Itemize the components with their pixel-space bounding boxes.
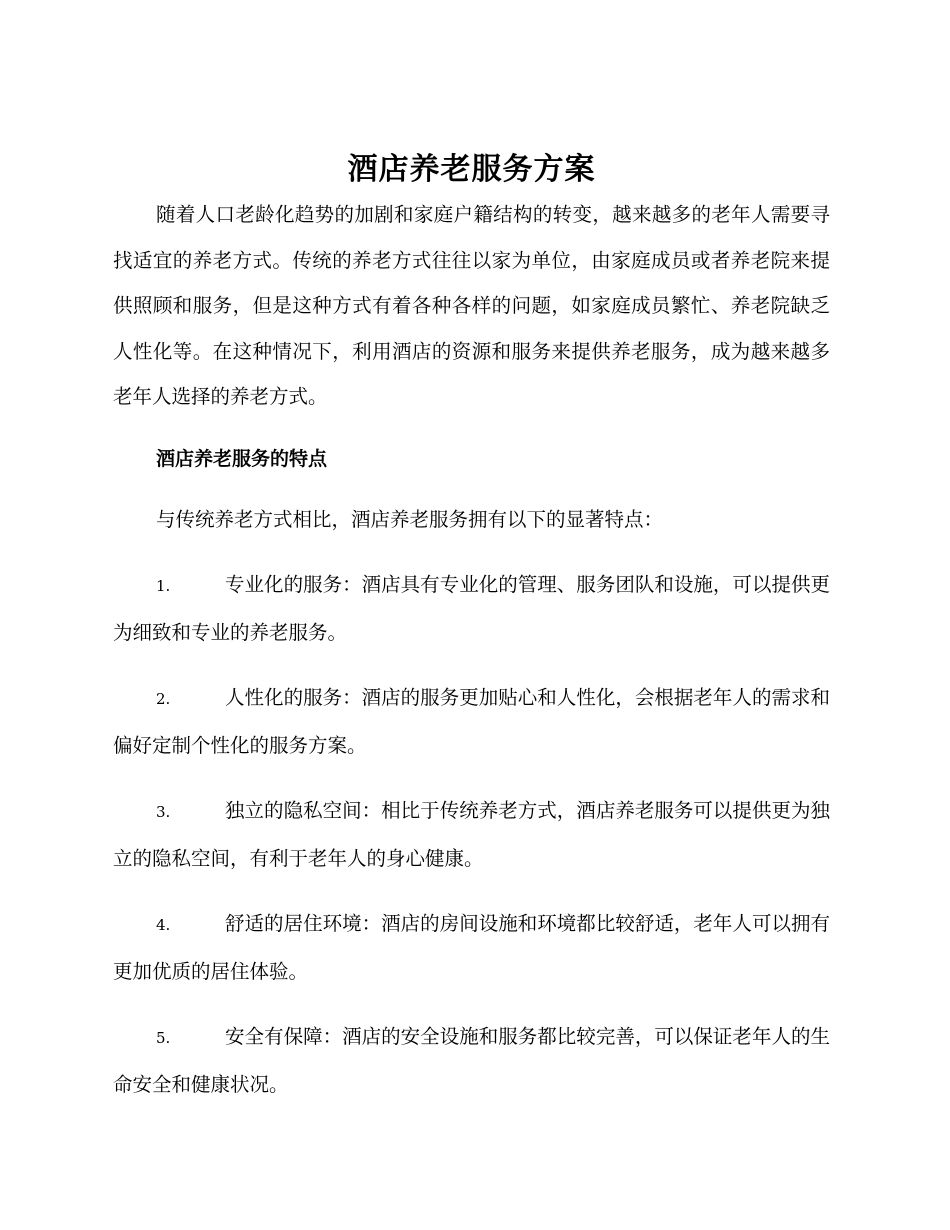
intro-paragraph: 随着人口老龄化趋势的加剧和家庭户籍结构的转变，越来越多的老年人需要寻找适宜的养老方式。传统的养老方式往往以家为单位，由家庭成员或者养老院来提供照顾和服务，但是这种方式有着各种各样的问题，如家庭成员繁忙、养老院缺乏人性化等。在这种情况下，利用酒店的资源和服务来提供养老服务，成为越来越多老年人选择的养老方式。 <box>113 203 830 408</box>
list-item <box>113 675 830 768</box>
list-item-number: 1. <box>156 577 171 595</box>
list-item-text: 独立的隐私空间：相比于传统养老方式，酒店养老服务可以提供更为独立的隐私空间，有利于老年人的身心健康。 <box>113 799 830 870</box>
list-item <box>113 788 830 881</box>
document-title: 酒店养老服务方案 <box>347 152 596 187</box>
list-item-number: 5. <box>156 1029 171 1047</box>
list-item-number: 4. <box>156 916 171 934</box>
list-item-number: 2. <box>156 690 171 708</box>
list-item-text: 安全有保障：酒店的安全设施和服务都比较完善，可以保证老年人的生命安全和健康状况。 <box>113 1025 830 1096</box>
list-item-text: 专业化的服务：酒店具有专业化的管理、服务团队和设施，可以提供更为细致和专业的养老服务。 <box>113 573 830 644</box>
list-item-text: 舒适的居住环境：酒店的房间设施和环境都比较舒适，老年人可以拥有更加优质的居住体验。 <box>113 912 830 983</box>
list-item <box>113 901 830 994</box>
list-item-number: 3. <box>156 803 171 821</box>
list-item-text: 人性化的服务：酒店的服务更加贴心和人性化，会根据老年人的需求和偏好定制个性化的服务方案。 <box>113 686 830 757</box>
section-heading: 酒店养老服务的特点 <box>156 447 328 470</box>
list-item <box>113 562 830 655</box>
section-lead-paragraph: 与传统养老方式相比，酒店养老服务拥有以下的显著特点： <box>156 507 664 531</box>
list-item <box>113 1014 830 1107</box>
